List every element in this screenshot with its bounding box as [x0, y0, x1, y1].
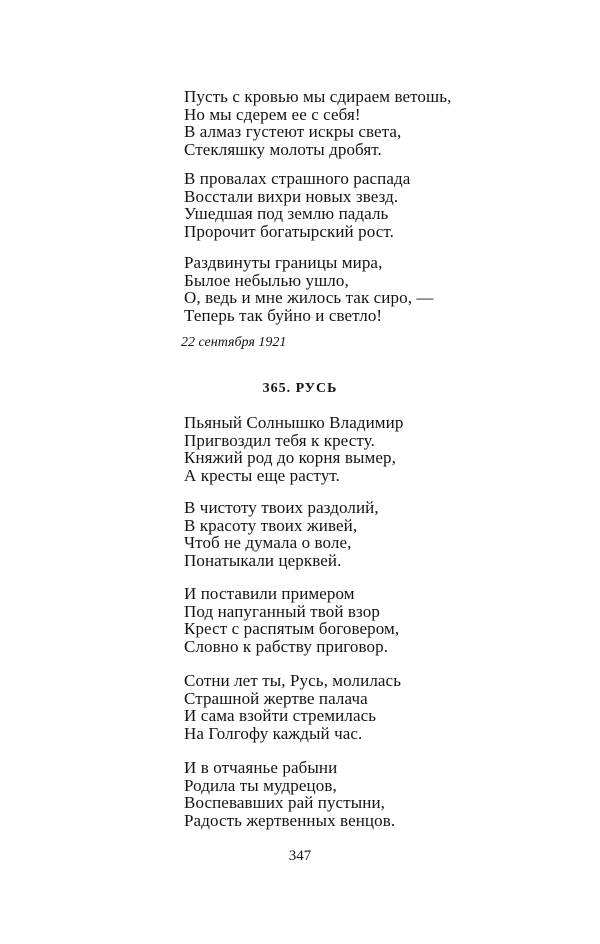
verse-line: А кресты еще растут.: [184, 465, 341, 485]
verse-line: Пригвоздил тебя к кресту.: [184, 430, 375, 450]
poem-title: 365. РУСЬ: [262, 381, 338, 396]
verse-line: Родила ты мудрецов,: [184, 775, 337, 795]
verse-line: Страшной жертве палача: [184, 688, 368, 708]
verse-line: Но мы сдерем ее с себя!: [184, 104, 361, 124]
verse-line: Княжий род до корня вымер,: [184, 448, 396, 467]
page-number: 347: [288, 848, 312, 864]
verse-line: Крест с распятым боговером,: [184, 619, 400, 638]
verse-line: Радость жертвенных венцов.: [184, 810, 396, 830]
verse-line: Восстали вихри новых звезд.: [184, 186, 399, 206]
poem-date: 22 сентября 1921: [181, 335, 287, 350]
verse-line: Понатыкали церквей.: [184, 550, 342, 570]
verse-line: Былое небылью ушло,: [184, 270, 349, 290]
verse-line: На Голгофу каждый час.: [184, 723, 363, 743]
stanza: [184, 88, 451, 158]
verse-line: Пьяный Солнышко Владимир: [184, 413, 404, 432]
verse-line: Сотни лет ты, Русь, молилась: [184, 671, 402, 690]
verse-line: И поставили примером: [184, 584, 355, 603]
verse-line: В провалах страшного распада: [184, 169, 411, 188]
verse-line: И в отчаянье рабыни: [184, 758, 338, 777]
verse-line: Ушедшая под землю падаль: [184, 204, 389, 223]
stanza: [184, 672, 401, 742]
stanza: [184, 499, 379, 569]
verse-line: Теперь так буйно и светло!: [184, 305, 383, 325]
stanza: [184, 414, 403, 484]
stanza: [184, 759, 395, 829]
stanza: [184, 585, 399, 655]
stanza: [184, 170, 410, 240]
verse-line: Раздвинуты границы мира,: [184, 253, 383, 272]
verse-line: Воспевавших рай пустыни,: [184, 793, 385, 812]
verse-line: Пророчит богатырский рост.: [184, 221, 394, 241]
stanza: [184, 254, 434, 324]
verse-line: Чтоб не думала о воле,: [184, 533, 352, 552]
verse-line: В красоту твоих живей,: [184, 515, 358, 535]
verse-line: Стекляшку молоты дробят.: [184, 139, 382, 159]
verse-line: О, ведь и мне жилось так сиро, —: [184, 288, 434, 307]
verse-line: Под напуганный твой взор: [184, 601, 380, 621]
verse-line: Словно к рабству приговор.: [184, 636, 389, 656]
verse-line: В чистоту твоих раздолий,: [184, 498, 379, 517]
verse-line: Пусть с кровью мы сдираем ветошь,: [184, 87, 452, 106]
verse-line: В алмаз густеют искры света,: [184, 122, 402, 141]
verse-line: И сама взойти стремилась: [184, 706, 377, 725]
